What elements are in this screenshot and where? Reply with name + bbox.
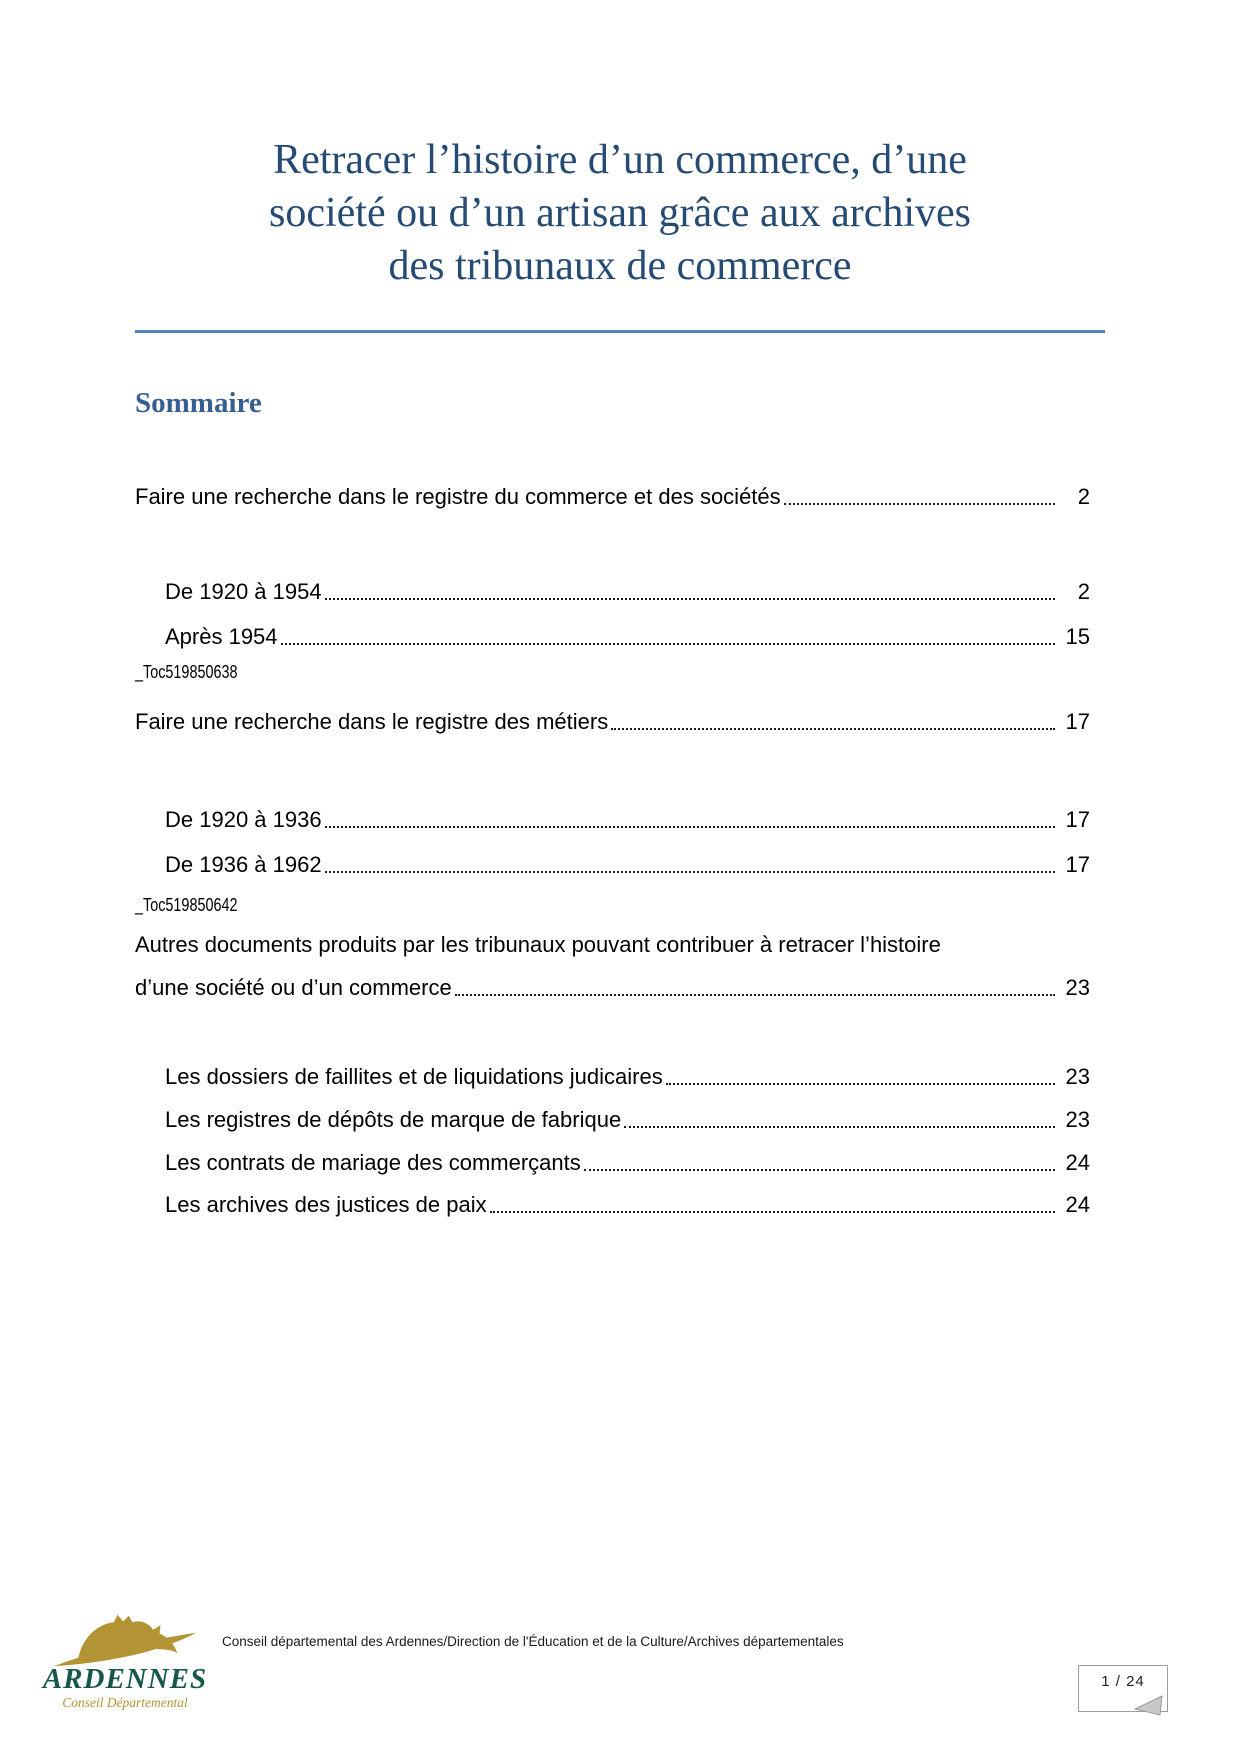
title-line: société ou d’un artisan grâce aux archives [268, 190, 972, 236]
dot-leader [624, 1126, 1055, 1128]
page-number-text: 1 / 24 [1101, 1673, 1145, 1690]
folded-corner-icon [1134, 1694, 1164, 1716]
toc-page-number: 23 [1065, 1107, 1090, 1132]
toc-entry[interactable] [135, 482, 1090, 511]
document-title [135, 134, 1105, 293]
toc-page-number: 2 [1077, 484, 1090, 509]
page-number-indicator [1078, 1665, 1168, 1712]
toc-entry-label: Les dossiers de faillites et de liquidations judicaires [165, 1064, 663, 1089]
toc-entry-label: Les archives des justices de paix [165, 1192, 487, 1217]
toc-entry[interactable] [135, 577, 1090, 606]
table-of-contents [135, 482, 1090, 1219]
toc-entry[interactable] [135, 805, 1090, 834]
toc-entry-label: Faire une recherche dans le registre du commerce et des sociétés [135, 484, 781, 509]
toc-page-number: 24 [1065, 1192, 1090, 1217]
dot-leader [784, 503, 1055, 505]
toc-page-number: 15 [1065, 624, 1090, 649]
toc-entry[interactable] [135, 1062, 1090, 1091]
toc-entry-label: De 1920 à 1936 [165, 807, 322, 832]
toc-page-number: 23 [1065, 1064, 1090, 1089]
toc-anchor-text: _Toc519850642 [135, 895, 238, 915]
toc-entry-label: De 1920 à 1954 [165, 579, 322, 604]
toc-entry-label: d’une société ou d’un commerce [135, 975, 452, 1000]
toc-heading: Sommaire [135, 387, 262, 419]
toc-page-number: 17 [1065, 709, 1090, 734]
toc-entry[interactable] [135, 1105, 1090, 1134]
dot-leader [325, 598, 1055, 600]
ardennes-logo [40, 1612, 210, 1711]
dot-leader [666, 1083, 1055, 1085]
toc-entry-label: Après 1954 [165, 624, 278, 649]
title-line: des tribunaux de commerce [388, 243, 852, 289]
dot-leader [325, 871, 1055, 873]
toc-page-number: 17 [1065, 852, 1090, 877]
toc-entry[interactable] [135, 622, 1090, 651]
toc-entry-label: De 1936 à 1962 [165, 852, 322, 877]
dot-leader [281, 643, 1055, 645]
logo-wordmark: ARDENNES [42, 1663, 208, 1695]
dot-leader [455, 994, 1055, 996]
toc-entry[interactable] [135, 930, 1090, 959]
toc-page-number: 17 [1065, 807, 1090, 832]
toc-entry[interactable] [135, 1148, 1090, 1177]
toc-anchor-text: _Toc519850638 [135, 662, 238, 682]
dot-leader [584, 1169, 1055, 1171]
toc-entry-label: Les registres de dépôts de marque de fabrique [165, 1107, 622, 1132]
dot-leader [490, 1211, 1055, 1213]
toc-entry[interactable] [135, 1190, 1090, 1219]
toc-entry[interactable] [135, 707, 1090, 736]
toc-page-number: 24 [1065, 1150, 1090, 1175]
title-line: Retracer l’histoire d’un commerce, d’une [273, 137, 967, 183]
toc-page-number: 2 [1077, 579, 1090, 604]
toc-entry-label: Faire une recherche dans le registre des métiers [135, 709, 609, 734]
toc-page-number: 23 [1065, 975, 1090, 1000]
boar-icon [46, 1612, 204, 1670]
logo-subtitle: Conseil Départemental [62, 1695, 188, 1710]
title-underline-rule [135, 330, 1105, 333]
toc-entry-label: Les contrats de mariage des commerçants [165, 1150, 581, 1175]
dot-leader [325, 826, 1055, 828]
toc-entry[interactable] [135, 973, 1090, 1002]
toc-entry[interactable] [135, 850, 1090, 879]
toc-entry-label: Autres documents produits par les tribunaux pouvant contribuer à retracer l’histoire [135, 932, 941, 957]
footer-credit-line: Conseil départemental des Ardennes/Direction de l'Éducation et de la Culture/Archives départementales [222, 1634, 844, 1649]
dot-leader [611, 728, 1055, 730]
